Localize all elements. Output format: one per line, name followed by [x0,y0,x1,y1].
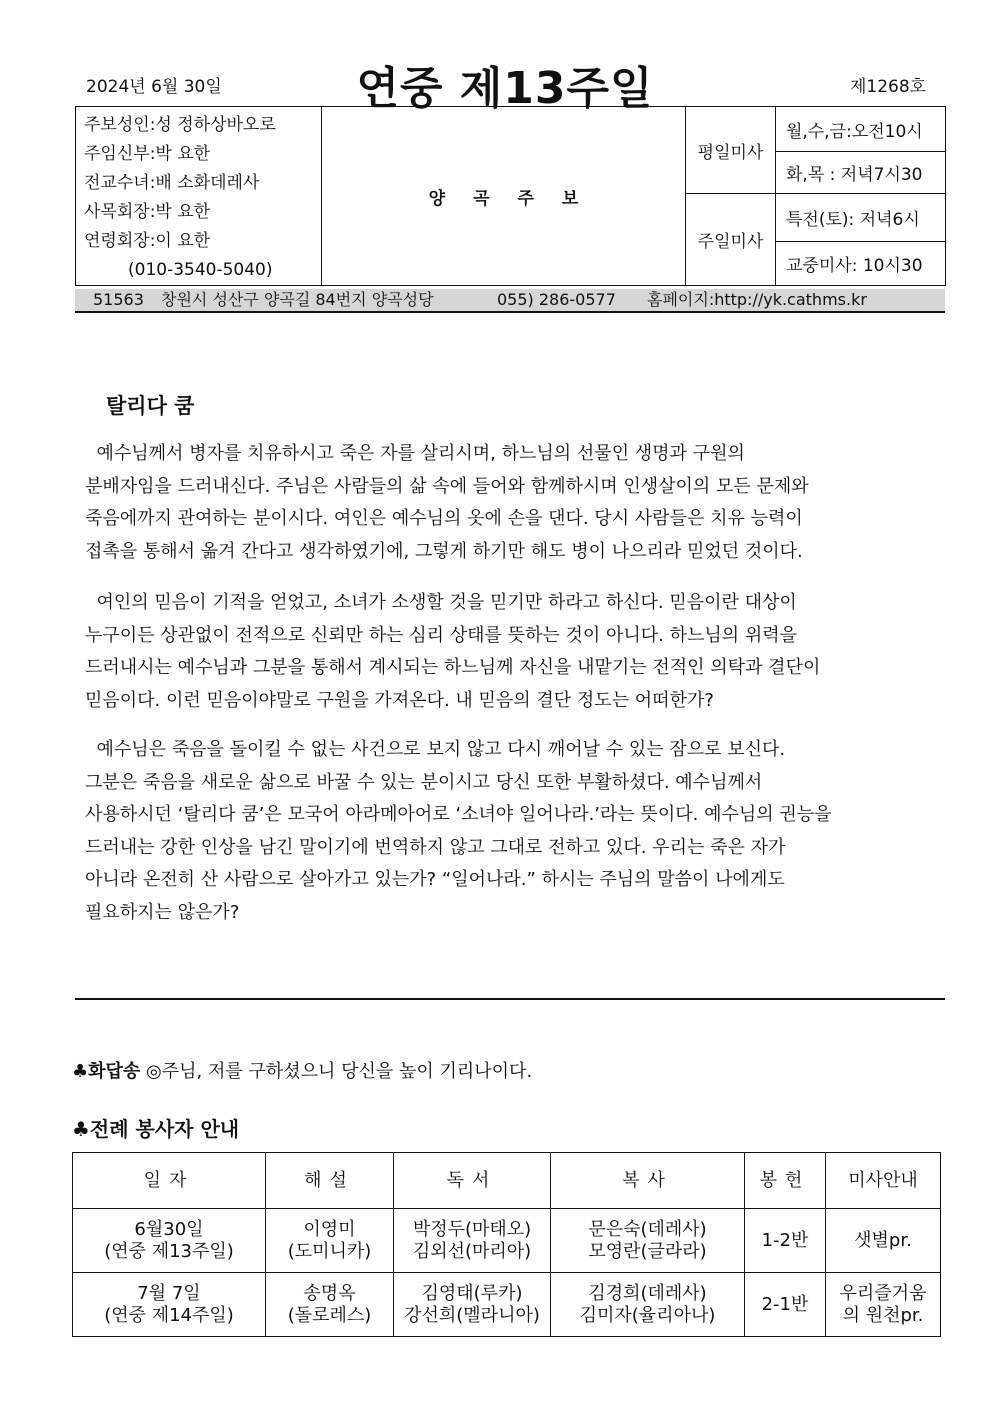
table-row [73,1209,941,1273]
mass-guide-line: 의 원천pr. [842,1304,924,1326]
paragraph-line: 예수님은 죽음을 돌이킬 수 없는 사건으로 보지 않고 다시 깨어날 수 있는 잠으로 보신다. [85,739,786,760]
sunday-name: (연중 제14주일) [104,1304,234,1326]
paragraph-line: 드러내시는 예수님과 그분을 통해서 계시되는 하느님께 자신을 내맡기는 전적인 의탁과 결단이 [85,657,821,678]
mass-guide-line: 우리즐거움 [839,1282,927,1304]
mass-guide-line: 샛별pr. [854,1229,912,1251]
article-title: 탈리다 쿰 [106,394,195,418]
weekday-mass-label: 평일미사 [686,107,776,194]
header-reader: 독서 [394,1153,551,1209]
paragraph-line: 죽음에까지 관여하는 분이시다. 여인은 예수님의 옷에 손을 댄다. 당시 사람들은 치유 능력이 [85,508,803,529]
liturgy-servers-title: ♣전례 봉사자 안내 [72,1117,240,1141]
date-value: 7월 7일 [137,1282,201,1304]
header-date: 일자 [73,1153,266,1209]
row-offering: 2-1반 [745,1273,826,1337]
address-bar [75,289,945,313]
row-altar-servers [551,1273,745,1337]
section-divider [75,998,945,1000]
paragraph-line: 사용하시던 ‘탈리다 쿰’은 모국어 아라메아어로 ‘소녀야 일어나라.’라는 뜻이다. 예수님의 권능을 [85,804,832,825]
patron-saint: 주보성인:성 정하상바오로 [84,115,276,135]
responsorial-psalm [72,1057,532,1083]
row-mass-guide [826,1209,941,1273]
paragraph-line: 접촉을 통해서 옮겨 간다고 생각하였기에, 그렇게 하기만 해도 병이 나으리라 믿었던 것이다. [85,540,803,562]
row-commentator [266,1209,394,1273]
altar-server-2: 김미자(율리아나) [579,1304,716,1326]
issue-number: 제1268호 [850,77,927,97]
header-commentator: 해설 [266,1153,394,1209]
paragraph-line: 분배자임을 드러내신다. 주님은 사람들의 삶 속에 들어와 함께하시며 인생살이의 모든 문제와 [85,475,809,497]
bulletin-date: 2024년 6월 30일 [86,77,222,97]
sunday-mass-time-1: 특전(토): 저녁6시 [776,194,946,242]
funeral-society-president: 연령회장:이 요한 [84,231,211,251]
commentator-name: 송명옥 [303,1282,356,1304]
mission-sister: 전교수녀:배 소화데레사 [84,173,260,193]
row-date [73,1273,266,1337]
reader-2: 김외선(마리아) [412,1240,532,1262]
table-row [73,1273,941,1337]
council-president: 사목회장:박 요한 [84,202,211,222]
row-offering: 1-2반 [745,1209,826,1273]
paper-name: 양곡주보 [322,107,686,286]
paragraph-line: 믿음이다. 이런 믿음이야말로 구원을 가져온다. 내 믿음의 결단 정도는 어떠한가? [85,689,714,711]
table-header-row [73,1153,941,1209]
header-mass-guide: 미사안내 [826,1153,941,1209]
header-altar-server: 복사 [551,1153,745,1209]
article-paragraph-3 [85,734,945,929]
paragraph-line: 누구이든 상관없이 전적으로 신뢰만 하는 심리 상태를 뜻하는 것이 아니다. 하느님의 위력을 [85,624,798,646]
commentator-name: 이영미 [303,1218,356,1240]
paragraph-line: 예수님께서 병자를 치유하시고 죽은 자를 살리시며, 하느님의 선물인 생명과 구원의 [85,443,745,464]
paragraph-line: 여인의 믿음이 기적을 얻었고, 소녀가 소생할 것을 믿기만 하라고 하신다. 믿음이란 대상이 [85,592,797,613]
altar-server-1: 김경희(데레사) [588,1282,707,1304]
altar-server-1: 문은숙(데레사) [588,1218,707,1240]
church-phone: 055) 286-0577 [497,290,616,309]
row-mass-guide [826,1273,941,1337]
postal-code: 51563 [93,290,144,309]
weekday-mass-time-1: 월,수,금:오전10시 [776,107,946,152]
sunday-title: 연중 제13주일 [356,63,654,114]
church-address: 창원시 성산구 양곡길 84번지 양곡성당 [161,290,434,309]
paragraph-line: 필요하지는 않은가? [85,901,240,923]
altar-server-2: 모영란(글라라) [588,1240,707,1262]
date-value: 6월30일 [134,1218,204,1240]
psalm-text: ◎주님, 저를 구하셨으니 당신을 높이 기리나이다. [140,1061,533,1082]
liturgy-servers-table [72,1152,941,1337]
homepage-link[interactable]: 홈페이지:http://yk.cathms.kr [647,290,867,309]
psalm-label: ♣화답송 [72,1061,141,1082]
weekday-mass-time-2: 화,목 : 저녁7시30 [776,152,946,194]
contact-phone: (010-3540-5040) [128,260,273,280]
paragraph-line: 그분은 죽음을 새로운 삶으로 바꿀 수 있는 분이시고 당신 또한 부활하셨다. 예수님께서 [85,771,763,793]
reader-2: 강선희(멜라니아) [404,1304,540,1326]
paragraph-line: 드러내는 강한 인상을 남긴 말이기에 번역하지 않고 그대로 전하고 있다. 우리는 죽은 자가 [85,836,786,858]
row-commentator [266,1273,394,1337]
sunday-mass-label: 주일미사 [686,194,776,286]
article-paragraph-1 [85,438,945,568]
commentator-baptismal-name: (도미니카) [287,1240,372,1262]
row-readers [394,1209,551,1273]
article-paragraph-2 [85,587,945,717]
row-readers [394,1273,551,1337]
row-altar-servers [551,1209,745,1273]
row-date [73,1209,266,1273]
header-offering: 봉헌 [745,1153,826,1209]
staff-list [76,107,322,286]
sunday-mass-time-2: 교중미사: 10시30 [776,242,946,286]
info-box [75,106,946,286]
sunday-name: (연중 제13주일) [104,1240,234,1262]
paragraph-line: 아니라 온전히 산 사람으로 살아가고 있는가? “일어나라.” 하시는 주님의 말씀이 나에게도 [85,869,785,890]
pastor: 주임신부:박 요한 [84,144,211,164]
reader-1: 김영태(루카) [421,1282,523,1304]
commentator-baptismal-name: (돌로레스) [287,1304,372,1326]
reader-1: 박정두(마태오) [412,1218,532,1240]
